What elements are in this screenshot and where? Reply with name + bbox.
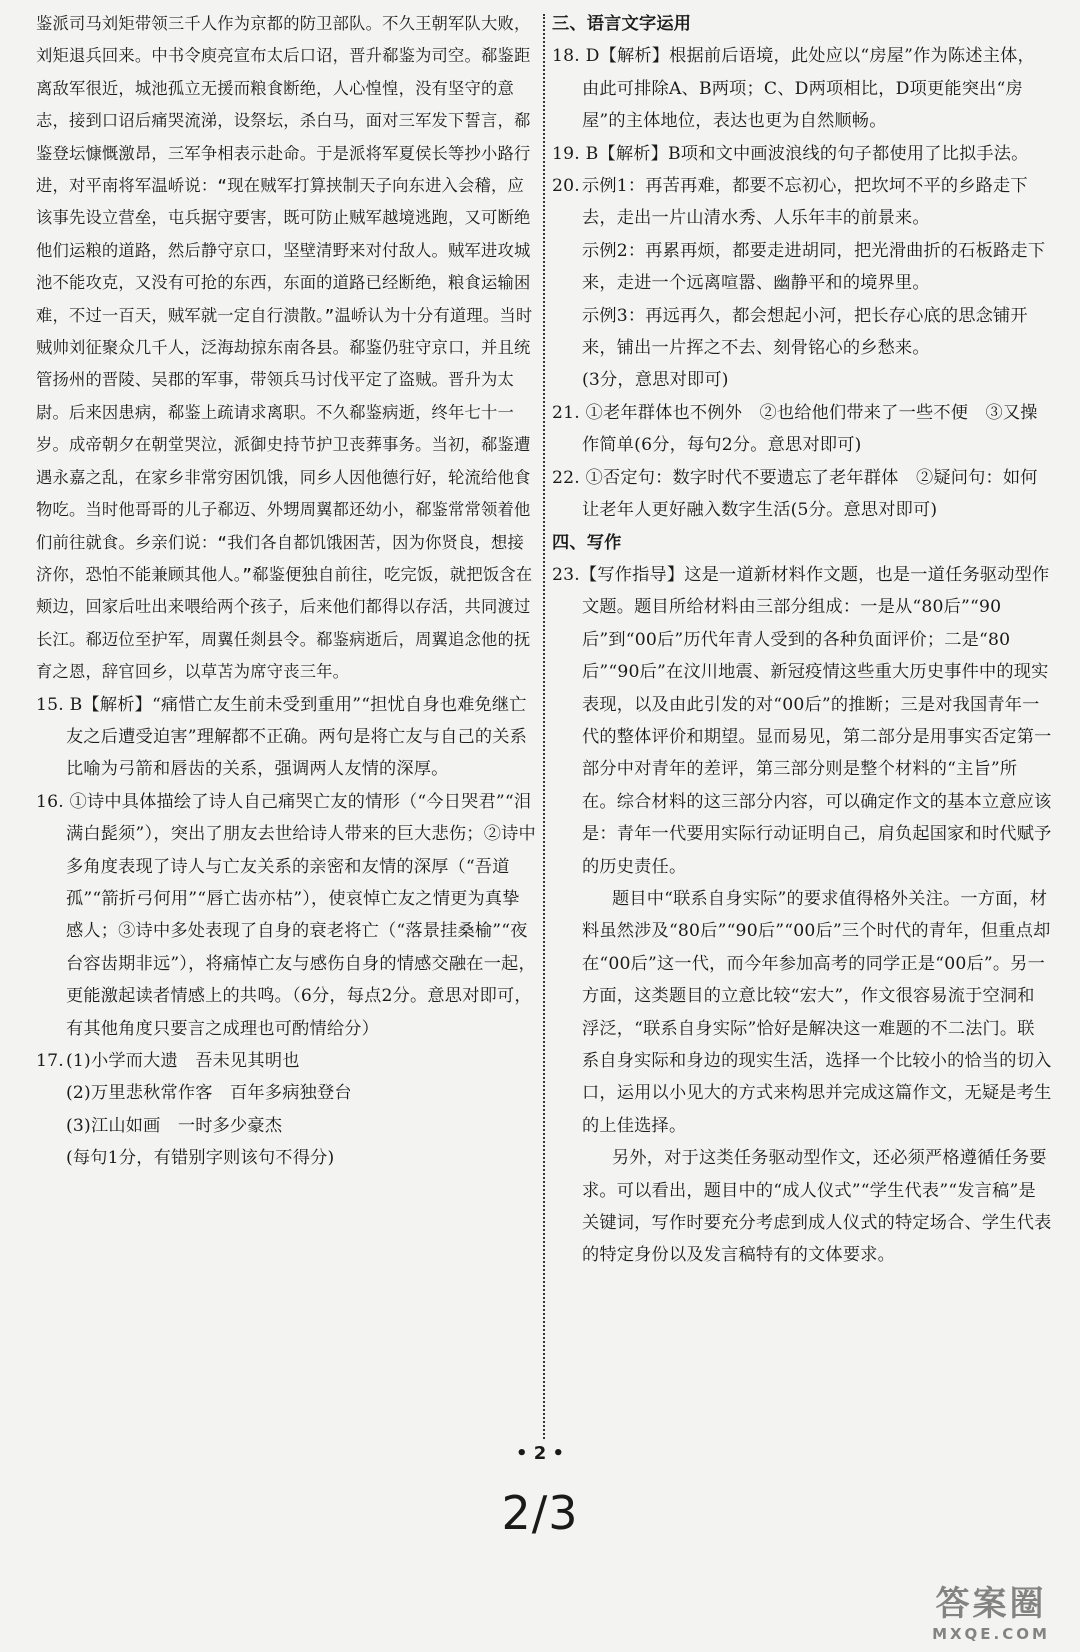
answer-18: 18. D【解析】根据前后语境，此处应以“房屋”作为陈述主体，由此可排除A、B两项；C、D两项相比，D项更能突出“房屋”的主体地位，表达也更为自然顺畅。 xyxy=(552,46,1035,132)
page-number-marker: • 2 • xyxy=(515,1443,565,1464)
answer-15: 15. B【解析】“痛惜亡友生前未受到重用”“担忧自身也难免继亡友之后遭受迫害”理解都不正确。两句是将亡友与自己的关系比喻为弓箭和唇齿的关系，强调两人友情的深厚。 xyxy=(36,694,528,780)
answer-20-number: 20. xyxy=(552,176,580,197)
answer-17-number: 17. xyxy=(36,1051,64,1071)
left-column xyxy=(36,8,536,1175)
page-fraction: 2/3 xyxy=(501,1486,579,1540)
answer-17-line-2: (2)万里悲秋常作客 百年多病独登台 xyxy=(66,1083,352,1104)
section-heading-writing: 四、写作 xyxy=(552,532,622,553)
answer-23-guidance: 23.【写作指导】这是一道新材料作文题，也是一道任务驱动型作文题。题目所给材料由三部分组成：一是从“80后”“90后”到“00后”历代年青人受到的各种负面评价；二是“80后”“90后”在汶川地震、新冠疫情这些重大历史事件中的现实表现，以及由此引发的对“00后”的推断；三是对我国青年一代的整体评价和期望。显而易见，第二部分是用事实否定第一部分中对青年的差评，第三部分则是整个材料的“主旨”所在。综合材料的这三部分内容，可以确定作文的基本立意应该是：青年一代要用实际行动证明自己，肩负起国家和时代赋予的历史责任。 xyxy=(552,564,1052,877)
answer-17 xyxy=(36,1045,536,1175)
watermark-logo-text: 答案圈 xyxy=(935,1584,1047,1624)
right-column xyxy=(552,8,1052,1272)
answer-20-example-3: 示例3：再远再久，都会想起小河，把长存心底的思念铺开来，铺出一片挥之不去、刻骨铭心的乡愁来。 xyxy=(582,305,1028,359)
watermark-logo xyxy=(916,1576,1066,1646)
answer-17-line-3: (3)江山如画 一时多少豪杰 xyxy=(66,1115,283,1136)
answer-16: 16. ①诗中具体描绘了诗人自己痛哭亡友的情形（“今日哭君”“泪满白髭须”），突出了朋友去世给诗人带来的巨大悲伤；②诗中多角度表现了诗人与亡友关系的亲密和友情的深厚（“吾道孤”“箭折弓何用”“唇亡齿亦枯”），使哀悼亡友之情更为真挚感人；③诗中多处表现了自身的衰老将亡（“落景挂桑榆”“夜台容齿期非远”），将痛悼亡友与感伤自身的情感交融在一起，更能激起读者情感上的共鸣。（6分，每点2分。意思对即可，有其他角度只要言之成理也可酌情给分） xyxy=(36,791,536,1039)
answer-17-line-1: (1)小学而大遗 吾未见其明也 xyxy=(66,1051,300,1071)
answer-17-note: (每句1分，有错别字则该句不得分) xyxy=(66,1148,335,1169)
answer-20-note: (3分，意思对即可) xyxy=(582,370,729,391)
answer-21: 21. ①老年群体也不例外 ②也给他们带来了一些不便 ③又操作简单(6分，每句2分。意思对即可) xyxy=(552,402,1038,456)
answer-20-example-1: 示例1：再苦再难，都要不忘初心，把坎坷不平的乡路走下去，走出一片山清水秀、人乐年丰的前景来。 xyxy=(582,176,1028,229)
column-divider xyxy=(543,14,545,1439)
translation-passage: 鉴派司马刘矩带领三千人作为京都的防卫部队。不久王朝军队大败，刘矩退兵回来。中书令庾亮宣布太后口诏，晋升郗鉴为司空。郗鉴距离敌军很近，城池孤立无援而粮食断绝，人心惶惶，没有坚守的意志，接到口诏后痛哭流涕，设祭坛，杀白马，面对三军发下誓言，郗鉴登坛慷慨激昂，三军争相表示赴命。于是派将军夏侯长等抄小路行进，对平南将军温峤说：“现在贼军打算挟制天子向东进入会稽，应该事先设立营垒，屯兵据守要害，既可防止贼军越境逃跑，又可断绝他们运粮的道路，然后静守京口，坚壁清野来对付敌人。贼军进攻城池不能攻克，又没有可抢的东西，东面的道路已经断绝，粮食运输困难，不过一百天，贼军就一定自行溃散。”温峤认为十分有道理。当时贼帅刘征聚众几千人，泛海劫掠东南各县。郗鉴仍驻守京口，并且统管扬州的晋陵、吴郡的军事，带领兵马讨伐平定了盗贼。晋升为太尉。后来因患病，郗鉴上疏请求离职。不久郗鉴病逝，终年七十一岁。成帝朝夕在朝堂哭泣，派御史持节护卫丧葬事务。当初，郗鉴遭遇永嘉之乱，在家乡非常穷困饥饿，同乡人因他德行好，轮流给他食物吃。当时他哥哥的儿子郗迈、外甥周翼都还幼小，郗鉴常常领着他们前往就食。乡亲们说：“我们各自都饥饿困苦，因为你贤良，想接济你，恐怕不能兼顾其他人。”郗鉴便独自前往，吃完饭，就把饭含在颊边，回家后吐出来喂给两个孩子，后来他们都得以存活，共同渡过长江。郗迈位至护军，周翼任剡县令。郗鉴病逝后，周翼追念他的抚育之恩，辞官回乡，以草苫为席守丧三年。 xyxy=(36,14,533,682)
answer-20-example-2: 示例2：再累再烦，都要走进胡同，把光滑曲折的石板路走下来，走进一个远离喧嚣、幽静平和的境界里。 xyxy=(582,240,1046,294)
answer-23-paragraph-2: 题目中“联系自身实际”的要求值得格外关注。一方面，材料虽然涉及“80后”“90后”“00后”三个时代的青年，但重点却在“00后”这一代，而今年参加高考的同学正是“00后”。另一方面，这类题目的立意比较“宏大”，作文很容易流于空洞和浮泛，“联系自身实际”恰好是解决这一难题的不二法门。联系自身实际和身边的现实生活，选择一个比较小的恰当的切入口，运用以小见大的方式来构思并完成这篇作文，无疑是考生的上佳选择。 xyxy=(582,888,1052,1136)
answer-20 xyxy=(552,170,1052,397)
watermark-logo-url: MXQE.COM xyxy=(932,1625,1050,1643)
answer-19: 19. B【解析】B项和文中画波浪线的句子都使用了比拟手法。 xyxy=(552,143,1029,164)
section-heading-language-use: 三、语言文字运用 xyxy=(552,14,692,34)
answer-23-paragraph-3: 另外，对于这类任务驱动型作文，还必须严格遵循任务要求。可以看出，题目中的“成人仪式”“学生代表”“发言稿”是关键词，写作时要充分考虑到成人仪式的特定场合、学生代表的特定身份以及发言稿特有的文体要求。 xyxy=(582,1148,1052,1266)
answer-22: 22. ①否定句：数字时代不要遗忘了老年群体 ②疑问句：如何让老年人更好融入数字生活(5分。意思对即可) xyxy=(552,467,1038,521)
